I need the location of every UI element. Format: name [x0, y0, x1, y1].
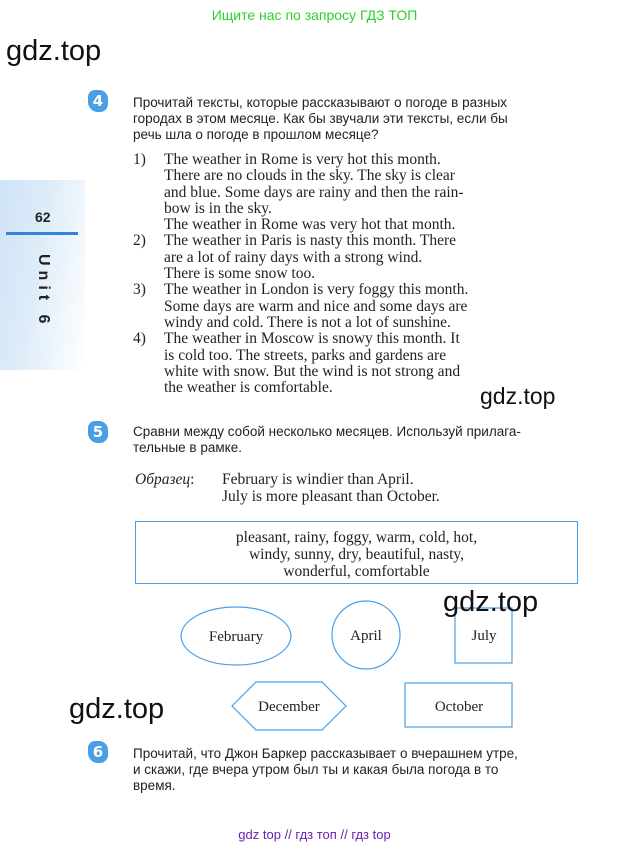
- month-october: October: [434, 699, 484, 715]
- text-line: The weather in London is very foggy this month.: [164, 281, 469, 299]
- item-number: 3): [133, 281, 146, 299]
- adjectives-line: pleasant, rainy, foggy, warm, cold, hot,: [235, 529, 478, 546]
- month-july: July: [471, 628, 497, 644]
- unit-label: Unit 6: [35, 254, 52, 329]
- text-line: The weather in Rome is very hot this month.: [164, 151, 441, 168]
- footer-link[interactable]: гдз топ: [295, 827, 337, 842]
- footer-links: [0, 827, 629, 842]
- watermark: gdz.top: [69, 693, 165, 725]
- month-april: April: [350, 628, 382, 644]
- text-line: There is some snow too.: [164, 265, 316, 283]
- footer-link[interactable]: gdz top: [238, 827, 281, 842]
- text-line: the weather is comfortable.: [164, 379, 333, 397]
- item-number: 2): [133, 232, 146, 250]
- example-label: Образец:: [135, 471, 195, 488]
- exercise-4-badge: 4: [88, 90, 108, 112]
- instruction-line: городах в этом месяце. Как бы звучали эти тексты, если бы: [133, 111, 508, 126]
- item-number: 4): [133, 330, 146, 348]
- instruction-line: время.: [133, 778, 176, 793]
- text-line: The weather in Moscow is snowy this month. It: [164, 330, 460, 348]
- footer-separator: //: [340, 827, 348, 842]
- instruction-line: тельные в рамке.: [133, 440, 242, 455]
- adjectives-line: windy, sunny, dry, beautiful, nasty,: [248, 546, 465, 563]
- exercise-6-badge: 6: [88, 741, 108, 763]
- search-banner: Ищите нас по запросу ГДЗ ТОП: [211, 7, 418, 23]
- instruction-line: речь шла о погоде в прошлом месяце?: [133, 127, 379, 142]
- adjectives-line: wonderful, comfortable: [283, 563, 430, 580]
- instruction-line: Прочитай, что Джон Баркер рассказывает о вчерашнем утре,: [133, 746, 518, 761]
- text-line: are a lot of rainy days with a strong wind.: [164, 248, 423, 266]
- text-line: The weather in Rome was very hot that month.: [164, 216, 456, 234]
- page-number: 62: [35, 209, 51, 225]
- example-sentence: February is windier than April.: [222, 471, 414, 488]
- text-line: The weather in Paris is nasty this month. There: [164, 232, 457, 250]
- example-label-text: Образец: [135, 471, 191, 488]
- instruction-line: Сравни между собой несколько месяцев. Используй прилага-: [133, 424, 521, 439]
- item-number: 1): [133, 151, 146, 168]
- exercise-5-badge: 5: [88, 421, 108, 443]
- text-line: bow is in the sky.: [164, 199, 272, 217]
- text-line: and blue. Some days are rainy and then the rain-: [164, 183, 464, 201]
- watermark: gdz.top: [6, 35, 102, 67]
- text-line: There are no clouds in the sky. The sky is clear: [164, 167, 455, 185]
- watermark: gdz.top: [480, 383, 556, 409]
- text-line: white with snow. But the wind is not strong and: [164, 362, 461, 380]
- footer-link[interactable]: гдз top: [351, 827, 391, 842]
- month-december: December: [258, 699, 320, 715]
- footer-separator: //: [284, 827, 292, 842]
- text-line: Some days are warm and nice and some days are: [164, 297, 468, 315]
- text-line: is cold too. The streets, parks and gardens are: [164, 346, 447, 364]
- text-line: windy and cold. There is not a lot of sunshine.: [164, 313, 451, 331]
- example-sentence: July is more pleasant than October.: [222, 488, 440, 505]
- month-february: February: [208, 629, 264, 645]
- watermark: gdz.top: [443, 586, 539, 618]
- instruction-line: Прочитай тексты, которые рассказывают о погоде в разных: [133, 95, 508, 110]
- exercise-6-instruction: [133, 746, 580, 794]
- instruction-line: и скажи, где вчера утром был ты и какая была погода в то: [133, 762, 499, 777]
